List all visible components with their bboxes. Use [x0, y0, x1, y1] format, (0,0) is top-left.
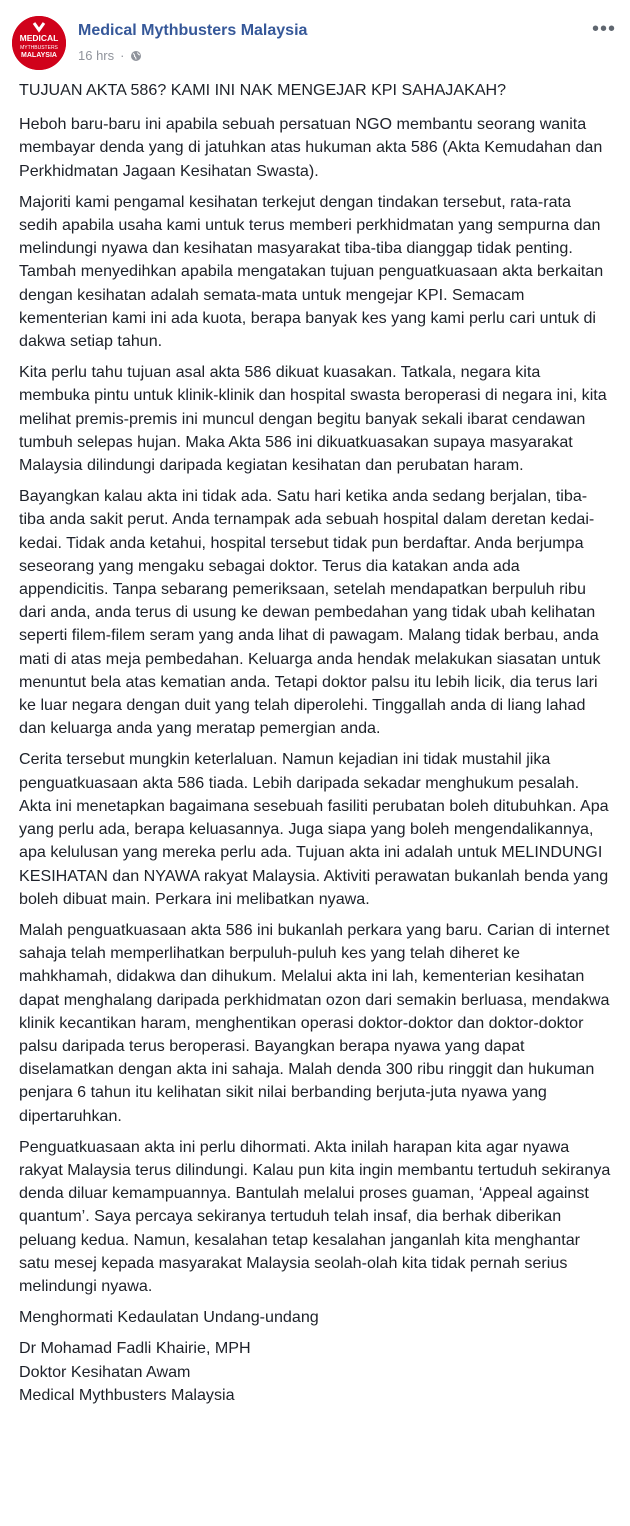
- post-paragraph-4: Kita perlu tahu tujuan asal akta 586 dikuat kuasakan. Tatkala, negara kita membuka pintu untuk klinik-klinik dan hospital swasta beroperasi di negara ini, kita melihat premis-premis ini muncul dengan begitu banyak sekali ibarat cendawan tumbuh selepas hujan. Maka Akta 586 ini dikuatkuasakan supaya masyarakat Malaysia dilindungi daripada kegiatan kesihatan dan perubatan haram.: [19, 363, 607, 475]
- signature-org: Medical Mythbusters Malaysia: [19, 1385, 235, 1404]
- post-paragraph-3: Majoriti kami pengamal kesihatan terkejut dengan tindakan tersebut, rata-rata sedih apabila usaha kami untuk terus memberi perkhidmatan yang sempurna dan melindungi nyawa dan kesihatan masyarakat tiba-tiba dianggap tidak penting. Tambah menyedihkan apabila mengatakan tujuan penguatkuasaan akta berkaitan dengan kesihatan adalah semata-mata untuk mengejar KPI. Semacam kementerian kami ini ada kuota, berapa banyak kes yang kami perlu cari untuk di dakwa setiap tahun.: [19, 192, 604, 351]
- post-paragraph-2: Heboh baru-baru ini apabila sebuah persatuan NGO membantu seorang wanita membayar denda yang di jatuhkan atas hukuman akta 586 (Akta Kemudahan dan Perkhidmatan Jagaan Kesihatan Swasta).: [19, 115, 603, 180]
- more-options-icon[interactable]: •••: [591, 18, 616, 40]
- post-meta: [78, 48, 142, 63]
- globe-icon: [130, 50, 142, 62]
- post-paragraph-8: Penguatkuasaan akta ini perlu dihormati. Akta inilah harapan kita agar nyawa rakyat Malaysia terus dilindungi. Kalau pun kita ingin membantu tertuduh sekiranya denda diluar kemampuannya. Bantulah melalui proses guaman, ‘Appeal against quantum’. Saya percaya sekiranya tertuduh telah insaf, dia berhak diberikan peluang kedua. Namun, kesalahan tetap kesalahan janganlah kita menghantar satu mesej kepada masyarakat Malaysia seolah-olah kita tidak pernah serius melindungi nyawa.: [19, 1137, 611, 1295]
- avatar-line1: MEDICAL: [19, 33, 59, 43]
- post-paragraph-9: Menghormati Kedaulatan Undang-undang: [19, 1308, 319, 1327]
- meta-separator: ·: [120, 48, 125, 63]
- post-paragraph-5: Bayangkan kalau akta ini tidak ada. Satu hari ketika anda sedang berjalan, tiba-tiba anda sakit perut. Anda ternampak ada sebuah hospital dalam deretan kedai-kedai. Tidak anda ketahui, hospital tersebut tidak pun berdaftar. Anda berjumpa seseorang yang mengaku sebagai doktor. Terus dia katakan anda ada appendicitis. Tanpa sebarang pemeriksaan, setelah mendapatkan berpuluh ribu dari anda, anda terus di usung ke dewan pembedahan yang tidak ubah kelihatan seperti filem-filem seram yang anda lihat di pawagam. Malang tidak berbau, anda mati di atas meja pembedahan. Keluarga anda hendak melakukan siasatan untuk menuntut bela atas kematian anda. Tetapi doktor palsu itu lebih licik, dia terus lari ke luar negara dengan duit yang telah diperolehi. Tinggallah anda di liang lahad dan keluarga anda yang meratap pemergian anda.: [19, 487, 601, 738]
- post-body: [19, 79, 613, 1407]
- page-name[interactable]: Medical Mythbusters Malaysia: [78, 22, 308, 39]
- avatar-line2: MYTHBUSTERS: [20, 45, 58, 51]
- signature-title: Doktor Kesihatan Awam: [19, 1362, 191, 1381]
- post-paragraph-1: TUJUAN AKTA 586? KAMI INI NAK MENGEJAR KPI SAHAJAKAH?: [19, 81, 507, 99]
- page-logo-icon: [12, 16, 66, 70]
- post-paragraph-7: Malah penguatkuasaan akta 586 ini bukanlah perkara yang baru. Carian di internet sahaja telah memperlihatkan berpuluh-puluh kes yang telah diheret ke mahkhamah, didakwa dan dihukum. Melalui akta ini lah, kementerian kesihatan dapat menghalang daripada perkhidmatan ozon dari semakin berluasa, mendakwa klinik kecantikan haram, menghentikan operasi doktor-doktor dan doktor-doktor palsu daripada terus beroperasi. Bayangkan berapa nyawa yang dapat diselamatkan dengan akta ini sahaja. Malah denda 300 ribu ringgit dan hukuman penjara 6 tahun itu kelihatan sikit nilai berbanding berjuta-juta nyawa yang dipertaruhkan.: [19, 920, 610, 1125]
- signature-name: Dr Mohamad Fadli Khairie, MPH: [19, 1339, 251, 1358]
- avatar-line3: MALAYSIA: [21, 52, 57, 59]
- post-paragraph-6: Cerita tersebut mungkin keterlaluan. Namun kejadian ini tidak mustahil jika penguatkuasaan akta 586 tiada. Lebih daripada sekadar menghukum pesalah. Akta ini menetapkan bagaimana sesebuah fasiliti perubatan boleh ditubuhkan. Apa yang perlu ada, berapa keluasannya. Juga siapa yang boleh mengendalikannya, apa kelulusan yang mereka perlu ada. Tujuan akta ini adalah untuk MELINDUNGI KESIHATAN dan NYAWA rakyat Malaysia. Aktiviti perawatan bukanlah benda yang boleh dibuat main. Perkara ini melibatkan nyawa.: [19, 750, 609, 908]
- avatar[interactable]: [12, 16, 66, 70]
- post-timestamp[interactable]: 16 hrs: [78, 48, 115, 63]
- signature: [19, 1337, 613, 1407]
- post-header: [12, 12, 618, 68]
